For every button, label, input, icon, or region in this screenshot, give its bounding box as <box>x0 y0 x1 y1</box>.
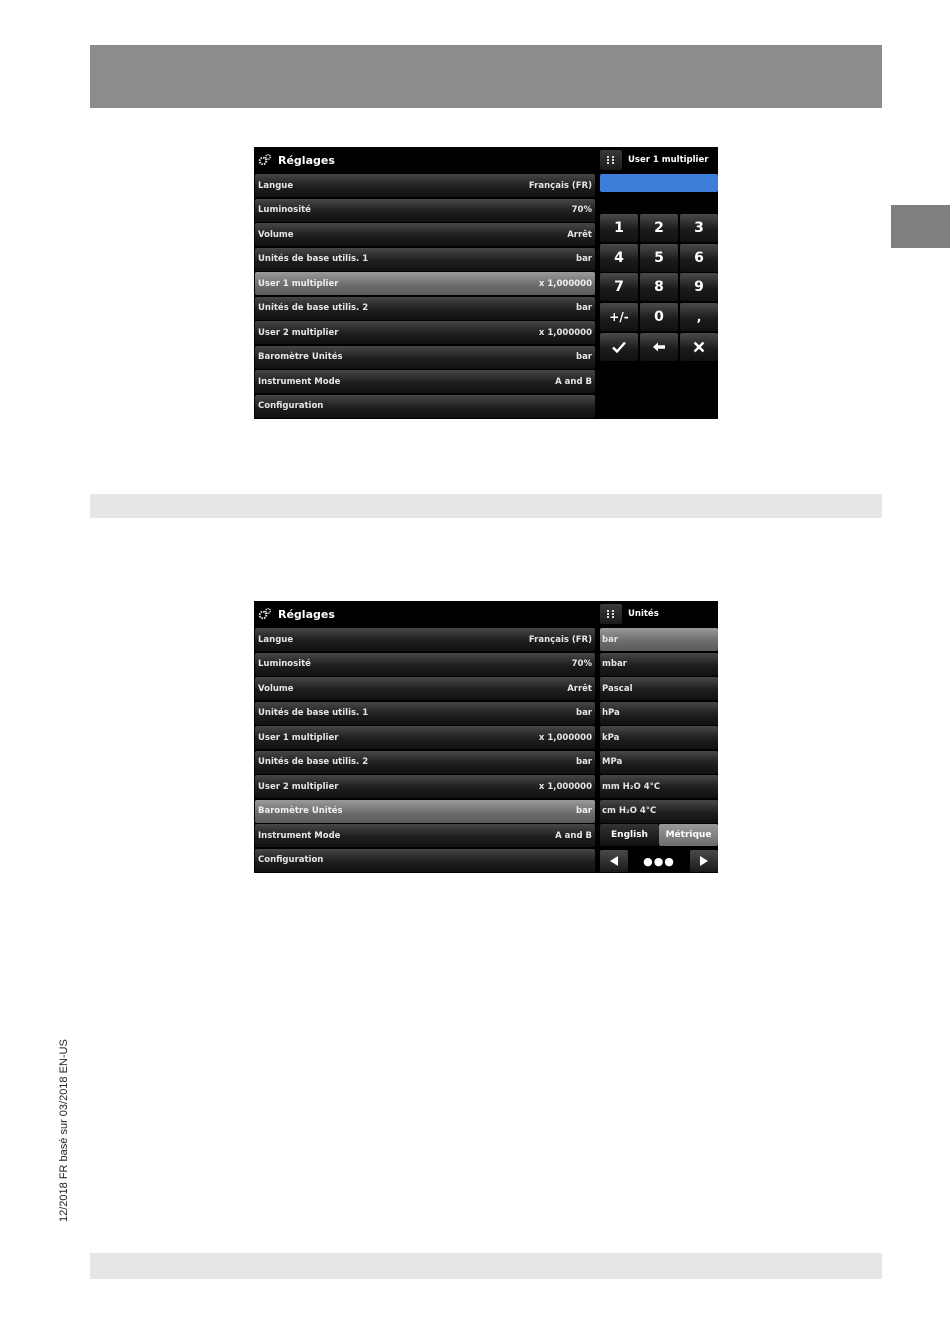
prev-page-button[interactable] <box>600 850 628 872</box>
unit-system-toggle <box>600 824 718 846</box>
key-3[interactable]: 3 <box>680 214 718 242</box>
row-unites-base-2[interactable]: Unités de base utilis. 2 bar <box>255 297 595 320</box>
next-page-button[interactable] <box>690 850 718 872</box>
check-icon <box>612 341 626 353</box>
triangle-right-icon <box>699 855 709 867</box>
row-unites-base-2[interactable]: Unités de base utilis. 2 bar <box>255 751 595 774</box>
screen-title <box>254 601 596 627</box>
screen-barometer-units <box>254 601 718 873</box>
row-user-2-multiplier[interactable]: User 2 multiplier x 1,000000 <box>255 775 595 798</box>
unit-option[interactable]: bar <box>600 628 718 651</box>
backspace-button[interactable] <box>640 333 678 361</box>
grid-icon[interactable] <box>600 150 622 170</box>
key-comma[interactable]: , <box>680 303 718 331</box>
unit-option[interactable]: cm H₂O 4°C <box>600 800 718 823</box>
key-1[interactable]: 1 <box>600 214 638 242</box>
english-tab[interactable]: English <box>600 824 659 846</box>
numeric-keypad <box>600 214 718 361</box>
screen-user-multiplier <box>254 147 718 419</box>
settings-list <box>255 628 595 873</box>
title-text: Réglages <box>278 607 335 621</box>
pager <box>600 850 718 872</box>
row-instrument-mode[interactable]: Instrument Mode A and B <box>255 370 595 393</box>
key-9[interactable]: 9 <box>680 273 718 301</box>
panel-title: Unités <box>628 609 659 619</box>
row-configuration[interactable]: Configuration <box>255 849 595 872</box>
row-volume[interactable]: Volume Arrêt <box>255 677 595 700</box>
cancel-button[interactable] <box>680 333 718 361</box>
x-icon <box>693 341 705 353</box>
multiplier-input[interactable] <box>600 174 718 192</box>
row-langue[interactable]: Langue Français (FR) <box>255 174 595 197</box>
row-luminosite[interactable]: Luminosité 70% <box>255 199 595 222</box>
row-user-2-multiplier[interactable]: User 2 multiplier x 1,000000 <box>255 321 595 344</box>
key-plus-minus[interactable]: +/- <box>600 303 638 331</box>
section-separator <box>90 494 882 518</box>
key-2[interactable]: 2 <box>640 214 678 242</box>
backspace-arrow-icon <box>652 341 666 353</box>
key-7[interactable]: 7 <box>600 273 638 301</box>
document-footer: 12/2018 FR basé sur 03/2018 EN-US <box>58 1039 70 1222</box>
panel-title: User 1 multiplier <box>628 155 709 165</box>
row-unites-base-1[interactable]: Unités de base utilis. 1 bar <box>255 248 595 271</box>
unit-option[interactable]: MPa <box>600 751 718 774</box>
keypad-panel <box>599 147 718 419</box>
row-unites-base-1[interactable]: Unités de base utilis. 1 bar <box>255 702 595 725</box>
unit-option[interactable]: Pascal <box>600 677 718 700</box>
footer-bar <box>90 1253 882 1279</box>
grid-icon[interactable] <box>600 604 622 624</box>
units-panel <box>599 601 718 873</box>
triangle-left-icon <box>609 855 619 867</box>
gear-icon <box>258 153 272 167</box>
page-dots: ●●● <box>643 854 675 868</box>
key-8[interactable]: 8 <box>640 273 678 301</box>
settings-list <box>255 174 595 419</box>
row-instrument-mode[interactable]: Instrument Mode A and B <box>255 824 595 847</box>
page-header-bar <box>90 45 882 108</box>
unit-option[interactable]: kPa <box>600 726 718 749</box>
key-5[interactable]: 5 <box>640 244 678 272</box>
key-6[interactable]: 6 <box>680 244 718 272</box>
row-luminosite[interactable]: Luminosité 70% <box>255 653 595 676</box>
row-barometre-unites[interactable]: Baromètre Unités bar <box>255 800 595 823</box>
unit-option[interactable]: hPa <box>600 702 718 725</box>
row-configuration[interactable]: Configuration <box>255 395 595 418</box>
panel-header <box>599 147 718 173</box>
unit-option[interactable]: mm H₂O 4°C <box>600 775 718 798</box>
unit-option[interactable]: mbar <box>600 653 718 676</box>
screen-title <box>254 147 596 173</box>
panel-header <box>599 601 718 627</box>
metric-tab[interactable]: Métrique <box>659 824 718 846</box>
chapter-side-tab <box>891 205 950 248</box>
confirm-button[interactable] <box>600 333 638 361</box>
units-list <box>600 628 718 824</box>
row-user-1-multiplier[interactable]: User 1 multiplier x 1,000000 <box>255 726 595 749</box>
row-barometre-unites[interactable]: Baromètre Unités bar <box>255 346 595 369</box>
row-user-1-multiplier[interactable]: User 1 multiplier x 1,000000 <box>255 272 595 295</box>
row-volume[interactable]: Volume Arrêt <box>255 223 595 246</box>
title-text: Réglages <box>278 153 335 167</box>
key-0[interactable]: 0 <box>640 303 678 331</box>
row-langue[interactable]: Langue Français (FR) <box>255 628 595 651</box>
gear-icon <box>258 607 272 621</box>
key-4[interactable]: 4 <box>600 244 638 272</box>
